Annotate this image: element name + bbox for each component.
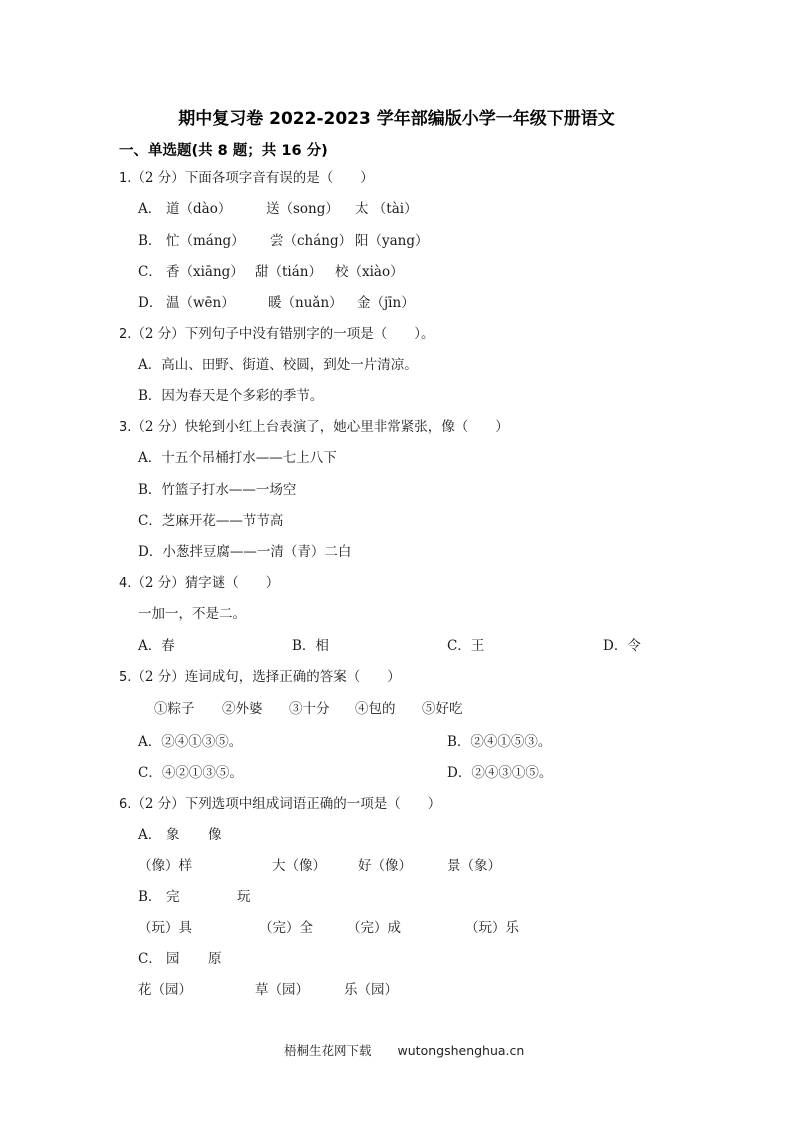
- q1-option-d-part-2: 暖（nuǎn）: [268, 295, 343, 311]
- q5-option-b: [447, 730, 551, 750]
- option-text: 芝麻开花——节节高: [161, 513, 284, 529]
- q1-option-d-part-3: 金（jīn）: [357, 295, 415, 311]
- option-text: ②④①③⑤。: [161, 734, 243, 750]
- q1-option-d-part-1: 温（wēn）: [166, 295, 235, 311]
- q6-a-word-4: 景（象）: [447, 858, 501, 874]
- option-label: D．: [447, 765, 472, 781]
- q6-option-c-char-1: 园: [166, 951, 180, 967]
- q1-option-b-label: B．: [138, 233, 162, 249]
- question-4-stem: [119, 571, 279, 591]
- q1-option-c-part-3: 校（xiào）: [335, 264, 404, 280]
- q4-option-b: [292, 634, 329, 654]
- question-text: （2 分）快轮到小红上台表演了，她心里非常紧张，像（ ）: [131, 419, 509, 435]
- option-text: 小葱拌豆腐——一清（青）二白: [162, 544, 352, 560]
- q4-option-a: [138, 634, 175, 654]
- q4-option-c: [447, 634, 484, 654]
- q6-a-word-2: 大（像）: [272, 858, 326, 874]
- q3-option-d: [138, 540, 351, 560]
- question-number: 3.: [119, 420, 132, 435]
- q2-option-b: [138, 384, 323, 404]
- q6-option-b-char-2: 玩: [237, 889, 251, 905]
- q5-option-c: [138, 761, 243, 781]
- q3-option-c: [138, 509, 283, 529]
- option-label: C．: [138, 765, 162, 781]
- q6-option-a-char-1: 象: [166, 827, 180, 843]
- q6-option-b-char-1: 完: [166, 889, 180, 905]
- option-label: B．: [138, 482, 162, 498]
- q6-b-word-3: （完）成: [347, 920, 401, 936]
- question-number: 6.: [119, 797, 132, 812]
- q6-c-word-1: 花（园）: [138, 982, 192, 998]
- page-footer: [284, 1041, 524, 1059]
- q5-word-5: ⑤好吃: [422, 701, 463, 717]
- question-text: （2 分）下面各项字音有误的是（ ）: [131, 170, 374, 186]
- option-label: C．: [138, 513, 162, 529]
- q4-option-d: [603, 634, 641, 654]
- option-label: C．: [447, 638, 471, 654]
- option-text: ②④③①⑤。: [471, 765, 553, 781]
- option-text: 因为春天是个多彩的季节。: [161, 388, 324, 404]
- question-number: 2.: [119, 327, 132, 342]
- question-number: 5.: [119, 670, 132, 685]
- option-label: D．: [138, 544, 163, 560]
- q6-c-word-2: 草（园）: [255, 982, 309, 998]
- q6-b-word-2: （完）全: [259, 920, 313, 936]
- question-2-stem: [119, 322, 435, 342]
- question-6-stem: [119, 792, 441, 812]
- q1-option-b-part-3: 阳（yang）: [355, 233, 429, 249]
- question-3-stem: [119, 415, 509, 435]
- option-label: B．: [138, 388, 162, 404]
- q1-option-c-label: C．: [138, 264, 162, 280]
- q6-b-word-1: （玩）具: [138, 920, 192, 936]
- option-label: B．: [292, 638, 316, 654]
- option-text: 令: [627, 638, 641, 654]
- q1-option-c-part-1: 香（xiāng）: [166, 264, 244, 280]
- option-text: ④②①③⑤。: [161, 765, 243, 781]
- question-number: 4.: [119, 576, 132, 591]
- option-label: A．: [138, 638, 162, 654]
- q1-option-a-part-1: 道（dào）: [166, 201, 232, 217]
- option-label: D．: [603, 638, 628, 654]
- option-text: 竹篮子打水——一场空: [161, 482, 297, 498]
- question-text: （2 分）猜字谜（ ）: [131, 575, 280, 591]
- option-text: 十五个吊桶打水——七上八下: [161, 450, 337, 466]
- question-text: （2 分）下列选项中组成词语正确的一项是（ ）: [131, 796, 442, 812]
- q6-option-b-label: B．: [138, 889, 162, 905]
- option-text: 王: [470, 638, 485, 654]
- footer-site-name: 梧桐生花网下载: [284, 1043, 372, 1058]
- q6-b-word-4: （玩）乐: [465, 920, 519, 936]
- option-label: A．: [138, 734, 162, 750]
- q1-option-c-part-2: 甜（tián）: [255, 264, 322, 280]
- option-text: 相: [315, 638, 329, 654]
- option-text: 春: [161, 638, 175, 654]
- section-heading: 一、单选题(共 8 题；共 16 分): [119, 143, 328, 159]
- q6-option-c-label: C．: [138, 951, 162, 967]
- question-number: 1.: [119, 171, 132, 186]
- q6-a-word-3: 好（像）: [358, 858, 412, 874]
- q6-a-word-1: （像）样: [138, 858, 192, 874]
- option-label: A．: [138, 450, 162, 466]
- question-text: （2 分）下列句子中没有错别字的一项是（ ）。: [131, 326, 435, 342]
- q5-option-d: [447, 761, 552, 781]
- question-text: （2 分）连词成句，选择正确的答案（ ）: [131, 669, 401, 685]
- option-label: B．: [447, 734, 471, 750]
- q6-option-a-label: A．: [138, 827, 162, 843]
- q6-option-a-char-2: 像: [208, 827, 222, 843]
- q4-riddle: 一加一，不是二。: [138, 606, 246, 622]
- q1-option-b-part-2: 尝（cháng）: [270, 233, 353, 249]
- q2-option-a: [138, 353, 418, 373]
- option-text: 高山、田野、街道、校圆，到处一片清凉。: [161, 357, 418, 373]
- q5-word-1: ①粽子: [154, 701, 195, 717]
- q5-option-a: [138, 730, 242, 750]
- q1-option-a-label: A．: [138, 201, 162, 217]
- q6-option-c-char-2: 原: [208, 951, 222, 967]
- q5-word-4: ④包的: [355, 701, 396, 717]
- option-label: A．: [138, 357, 162, 373]
- option-text: ②④①⑤③。: [470, 734, 552, 750]
- footer-url: wutongshenghua.cn: [397, 1043, 525, 1058]
- q1-option-a-part-3: 太 （tài）: [355, 201, 418, 217]
- q3-option-b: [138, 478, 296, 498]
- q1-option-d-label: D．: [138, 295, 163, 311]
- q6-c-word-3: 乐（园）: [344, 982, 398, 998]
- q5-word-2: ②外婆: [222, 701, 263, 717]
- q3-option-a: [138, 446, 337, 466]
- question-1-stem: [119, 166, 374, 186]
- page-title: 期中复习卷 2022-2023 学年部编版小学一年级下册语文: [178, 109, 615, 129]
- q5-word-3: ③十分: [289, 701, 330, 717]
- q1-option-a-part-2: 送（song）: [266, 201, 339, 217]
- question-5-stem: [119, 665, 401, 685]
- q1-option-b-part-1: 忙（máng）: [166, 233, 245, 249]
